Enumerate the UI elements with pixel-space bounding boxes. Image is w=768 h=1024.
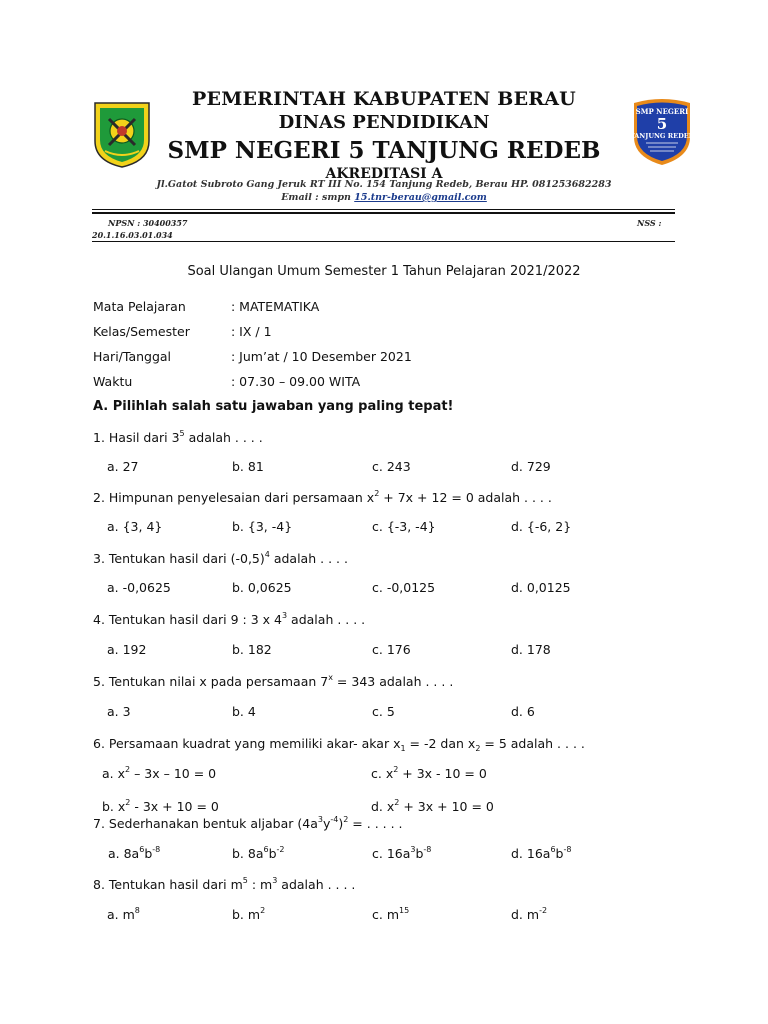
q7-option-c[interactable]: c. $16a^3b^{-8}$ — [372, 845, 432, 861]
exam-title: Soal Ulangan Umum Semester 1 Tahun Pelajaran 2021/2022 — [187, 264, 581, 279]
header-government: PEMERINTAH KABUPATEN BERAU — [192, 88, 576, 110]
q8-option-a[interactable]: a. $m^8$ — [107, 906, 140, 922]
question-7: 7. Sederhanakan bentuk aljabar $(4a^3y^{-4})^2$ = . . . . . — [93, 815, 403, 831]
npsn-divider — [92, 241, 675, 242]
q7-option-d[interactable]: d. $16a^6b^{-8}$ — [511, 845, 572, 861]
q1-option-c[interactable]: c. 243 — [372, 459, 411, 474]
q4-option-d[interactable]: d. 178 — [511, 642, 551, 657]
question-5: 5. Tentukan nilai x pada persamaan $7^x = 343$ adalah . . . . — [93, 673, 454, 689]
info-label-subject: Mata Pelajaran — [93, 299, 186, 314]
info-value-time: : 07.30 – 09.00 WITA — [231, 374, 361, 389]
q1-option-d[interactable]: d. 729 — [511, 459, 551, 474]
info-value-date: : Jum’at / 10 Desember 2021 — [231, 349, 412, 364]
q4-option-a[interactable]: a. 192 — [107, 642, 147, 657]
q3-option-d[interactable]: d. 0,0125 — [511, 580, 571, 595]
info-label-time: Waktu — [93, 374, 133, 389]
q8-option-d[interactable]: d. $m^{-2}$ — [511, 906, 548, 922]
q2-option-d[interactable]: d. {-6, 2} — [511, 519, 572, 534]
header-school-name: SMP NEGERI 5 TANJUNG REDEB — [167, 137, 601, 164]
header-accreditation: AKREDITASI A — [325, 166, 443, 182]
npsn-text: NPSN : 30400357 — [108, 218, 188, 228]
header-address: Jl.Gatot Subroto Gang Jeruk RT III No. 154 Tanjung Redeb, Berau HP. 081253682283 — [156, 179, 612, 190]
q5-option-a[interactable]: a. 3 — [107, 704, 131, 719]
q2-option-b[interactable]: b. {3, -4} — [232, 519, 293, 534]
q2-option-c[interactable]: c. {-3, -4} — [372, 519, 436, 534]
q5-option-b[interactable]: b. 4 — [232, 704, 256, 719]
q6-option-d[interactable]: d. $x^2 + 3x + 10 = 0$ — [371, 798, 494, 814]
q3-option-c[interactable]: c. -0,0125 — [372, 580, 436, 595]
q8-option-b[interactable]: b. $m^2$ — [232, 906, 266, 922]
header-department: DINAS PENDIDIKAN — [278, 112, 490, 133]
q4-option-c[interactable]: c. 176 — [372, 642, 411, 657]
info-value-class: : IX / 1 — [231, 324, 272, 339]
nss-label: NSS : — [637, 218, 662, 228]
section-instruction: A. Pilihlah salah satu jawaban yang paling tepat! — [93, 399, 454, 414]
question-3: 3. Tentukan hasil dari $(-0,5)^4$ adalah . . . . — [93, 550, 348, 566]
q6-option-a[interactable]: a. $x^2 - 3x - 10 = 0$ — [102, 765, 217, 781]
info-label-date: Hari/Tanggal — [93, 349, 172, 364]
q3-option-a[interactable]: a. -0,0625 — [107, 580, 171, 595]
header-email — [0, 192, 768, 203]
badge-name: TANJUNG REDEB — [629, 132, 695, 140]
q4-option-b[interactable]: b. 182 — [232, 642, 272, 657]
q3-option-b[interactable]: b. 0,0625 — [232, 580, 292, 595]
header-divider-top — [92, 209, 675, 210]
q2-option-a[interactable]: a. {3, 4} — [107, 519, 163, 534]
email-label: Email : smpn — [281, 192, 355, 203]
badge-top-text: SMP NEGERI — [635, 107, 689, 116]
q7-option-a[interactable]: a. $8a^6b^{-8}$ — [108, 845, 161, 861]
q6-option-c[interactable]: c. $x^2 + 3x - 10 = 0$ — [371, 765, 487, 781]
info-value-subject: : MATEMATIKA — [231, 299, 320, 314]
q5-option-d[interactable]: d. 6 — [511, 704, 535, 719]
badge-number: 5 — [656, 115, 668, 133]
q8-option-c[interactable]: c. $m^{15}$ — [372, 906, 410, 922]
header-divider-thick — [92, 212, 675, 214]
q1-option-a[interactable]: a. 27 — [107, 459, 139, 474]
question-1: 1. Hasil dari $3^5$ adalah . . . . — [93, 429, 263, 445]
q1-option-b[interactable]: b. 81 — [232, 459, 264, 474]
info-label-class: Kelas/Semester — [93, 324, 190, 339]
q5-option-c[interactable]: c. 5 — [372, 704, 395, 719]
question-4: 4. Tentukan hasil dari 9 : 3 x $4^3$ adalah . . . . — [93, 611, 366, 627]
question-8: 8. Tentukan hasil dari $m^5$ : $m^3$ adalah . . . . — [93, 876, 356, 892]
nss-value: 20.1.16.03.01.034 — [92, 230, 173, 240]
question-2: 2. Himpunan penyelesaian dari persamaan $x^2 + 7x + 12 = 0$ adalah . . . . — [93, 489, 552, 505]
email-link[interactable]: 15.tnr-berau@gmail.com — [354, 192, 487, 203]
q6-option-b[interactable]: b. $x^2 - 3x + 10 = 0$ — [102, 798, 219, 814]
q7-option-b[interactable]: b. $8a^6b^{-2}$ — [232, 845, 285, 861]
question-6: 6. Persamaan kuadrat yang memiliki akar- akar $x_1 = -2$ dan $x_2 = 5$ adalah . . . . — [93, 736, 585, 753]
